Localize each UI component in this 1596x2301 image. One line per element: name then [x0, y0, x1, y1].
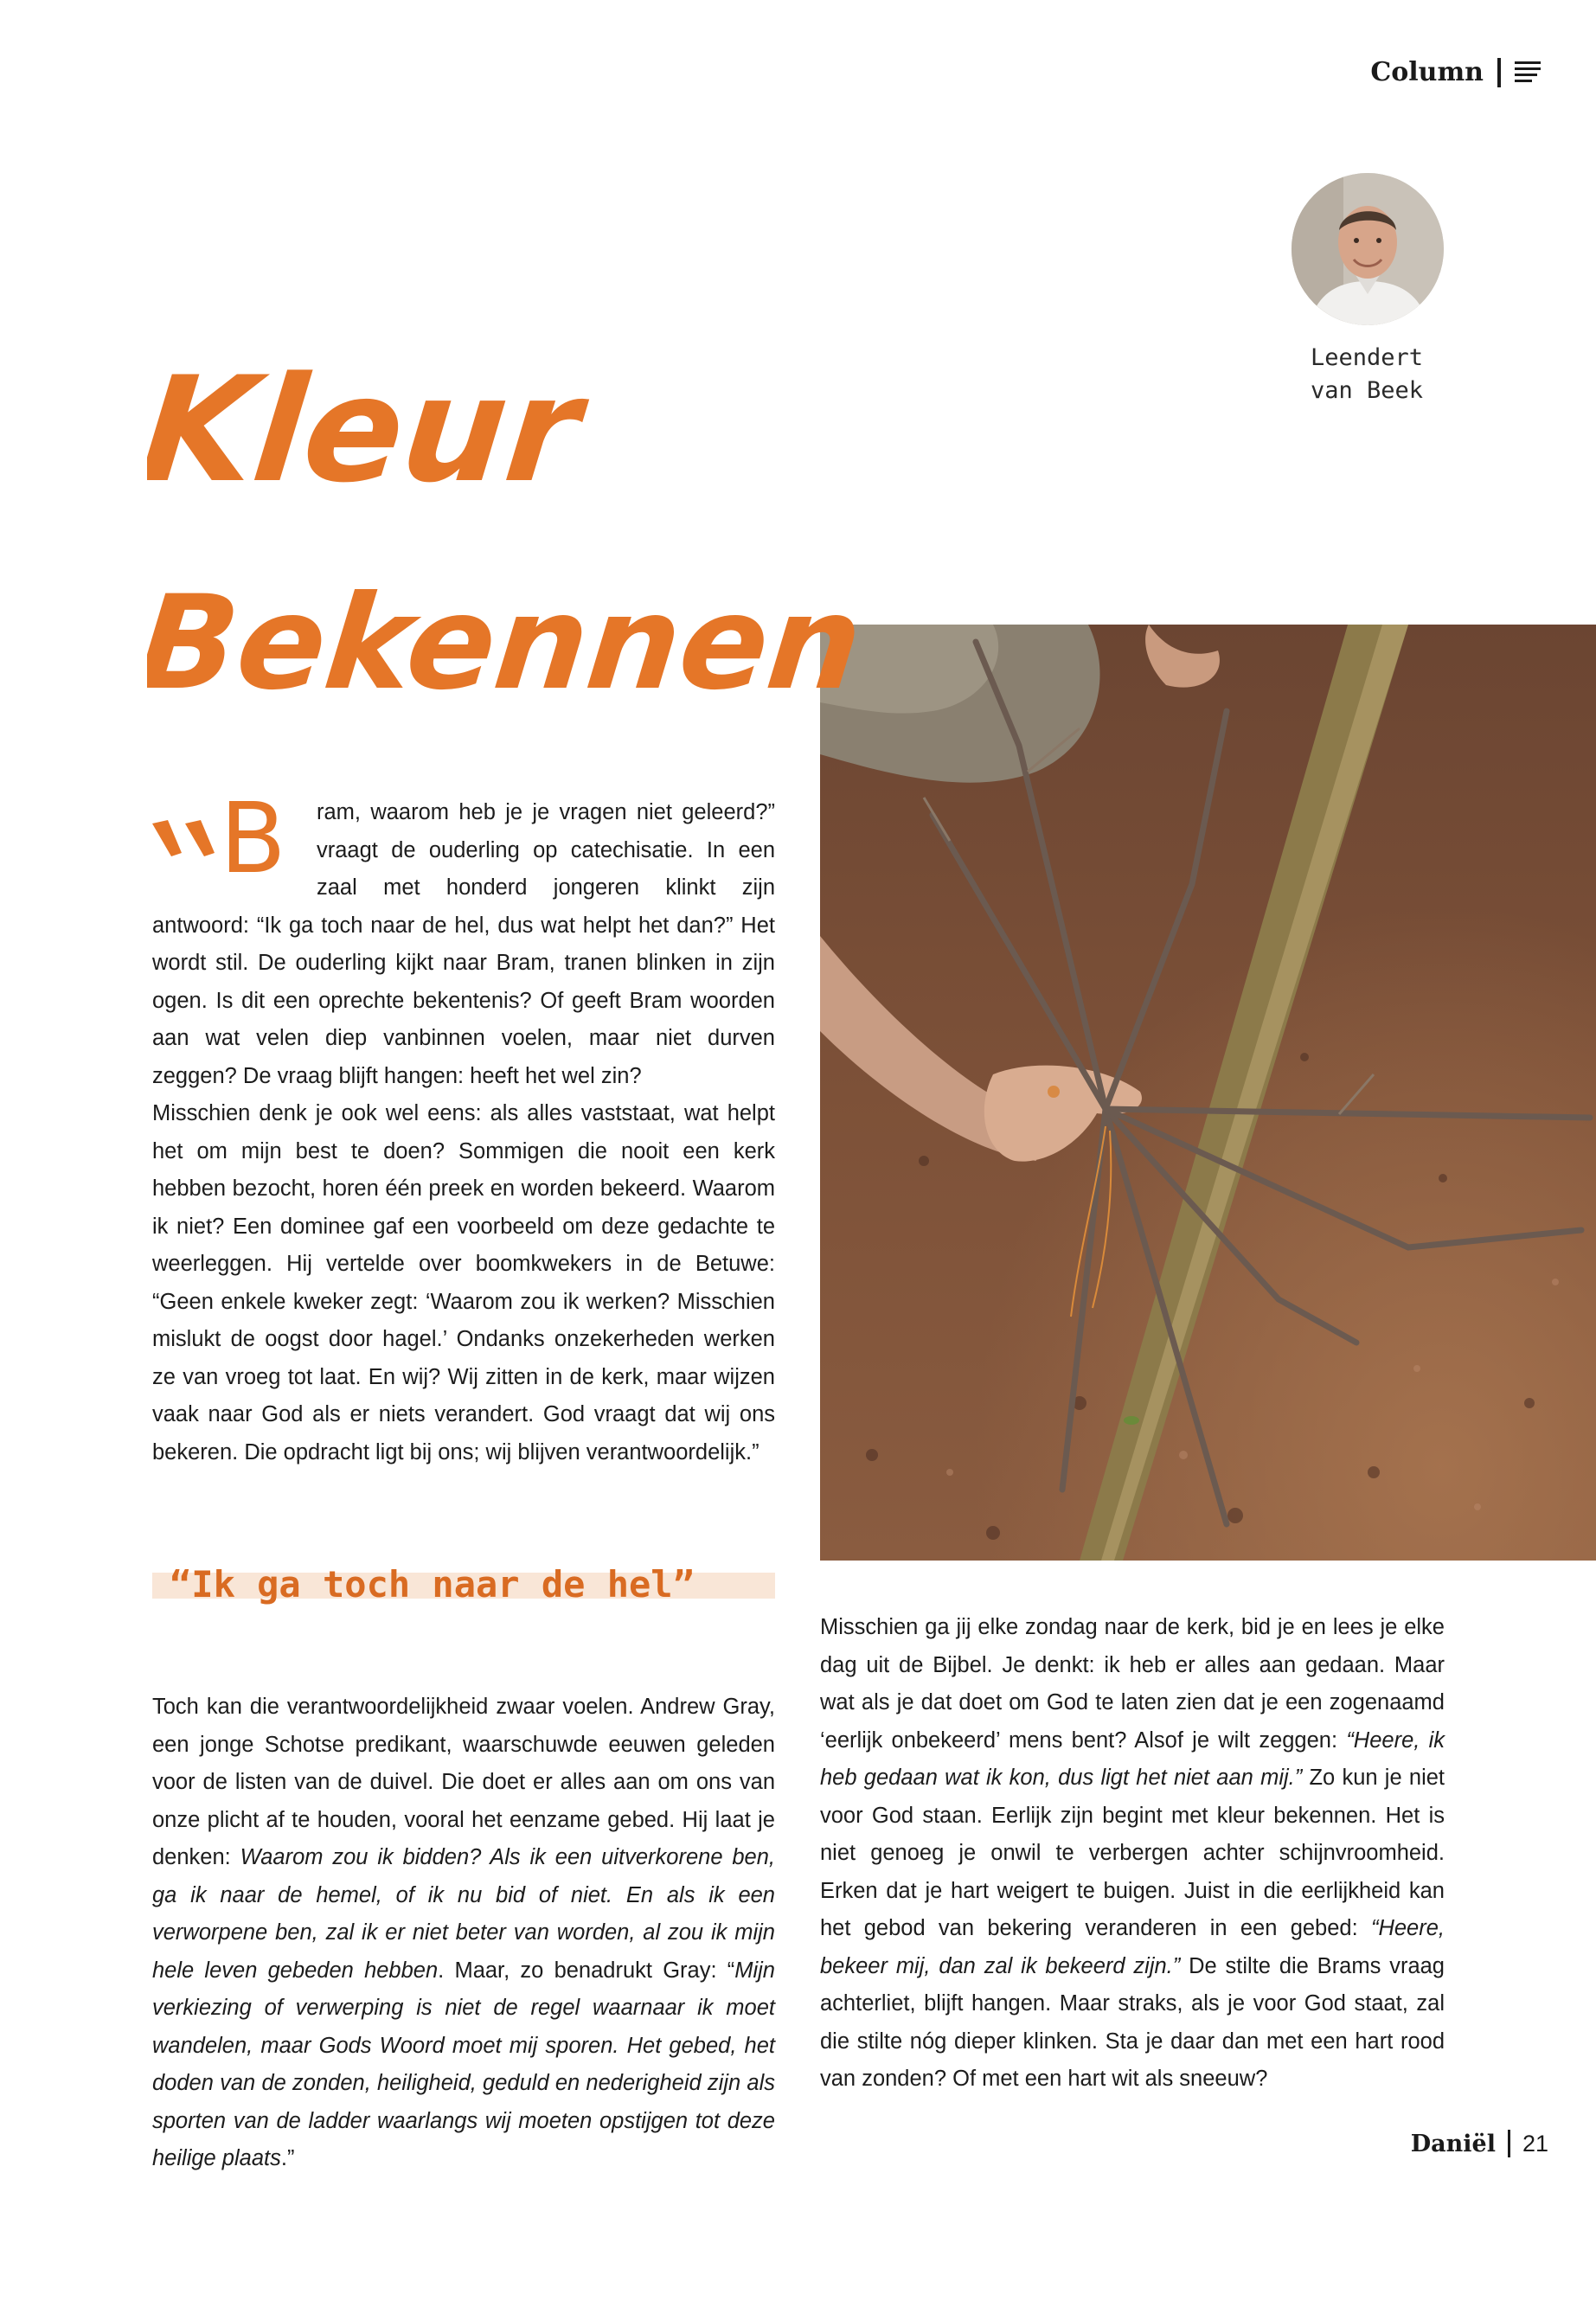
author-first-name: Leendert — [1311, 344, 1424, 371]
author-name — [1311, 342, 1423, 407]
page-number: 21 — [1522, 2130, 1548, 2157]
right-column — [820, 1609, 1445, 2099]
author-avatar — [1292, 173, 1444, 325]
text-lines-icon — [1515, 61, 1541, 84]
quote-mark-icon — [152, 820, 218, 858]
right-text-1: Misschien ga jij elke zondag naar de kerk, bid je en lees je elke dag uit de Bijbel. Je denkt: ik heb er alles aan gedaan. Maar wat als je dat doet om God te laten zien dat je een zogenaamd ‘eerlijk onbekeerd’ mens bent? Alsof je wilt zeggen: — [820, 1615, 1445, 1753]
left-column — [152, 1689, 775, 2178]
left-italic-1: Waarom zou ik bidden? Als ik een uitverkorene ben, ga ik naar de hemel, of ik nu bid of niet. En als ik een verworpene ben, zal ik er niet beter van worden, al zou ik mijn hele leven gebeden hebben — [152, 1845, 775, 1983]
title-line-2: Bekennen — [147, 567, 869, 718]
header-divider — [1497, 58, 1501, 87]
pullquote: “Ik ga toch naar de hel” — [170, 1563, 695, 1606]
right-paragraph — [820, 1609, 1445, 2099]
title-line-1: Kleur — [147, 345, 588, 515]
left-text-3: .” — [280, 2146, 295, 2170]
drop-cap-letter: B — [220, 783, 286, 895]
magazine-name: Daniël — [1410, 2130, 1496, 2157]
planting-photo — [820, 625, 1596, 1561]
intro-paragraph-1: ram, waarom heb je je vragen niet geleerd?” vraagt de ouderling op catechisatie. In een zaal met honderd jongeren klinkt zijn antwoord: “Ik ga toch naar de hel, dus wat helpt het dan?” Het wordt stil. De ouderling kijkt naar Bram, tranen blinken in zijn ogen. Is dit een oprechte bekentenis? Of geeft Bram woorden aan wat velen diep vanbinnen voelen, maar niet durven zeggen? De vraag blijft hangen: heeft het wel zin? — [152, 800, 775, 1088]
footer-divider — [1508, 2130, 1510, 2157]
intro-paragraph-2: Misschien denk je ook wel eens: als alles vaststaat, wat helpt het om mijn best te doen? Sommigen die nooit een kerk hebben bezocht, horen één preek en worden bekeerd. Waarom ik niet? Een dominee gaf een voorbeeld om deze gedachte te weerleggen. Hij vertelde over boomkwekers in de Betuwe: “Geen enkele kweker zegt: ‘Waarom zou ik werken? Misschien mislukt de oogst door hagel.’ Ondanks onzekerheden werken ze van vroeg tot laat. En wij? Wij zitten in de kerk, maar wijzen vaak naar God als er niets verandert. God vraagt dat wij ons bekeren. Die opdracht ligt bij ons; wij blijven verantwoordelijk.” — [152, 1101, 775, 1465]
right-italic-2: “Heere, bekeer mij, dan zal ik bekeerd zijn.” — [820, 1916, 1445, 1978]
right-text-3: De stilte die Brams vraag achterliet, blijft hangen. Maar straks, als je voor God staat, zal die stilte nóg dieper klinken. Sta je daar dan met een hart rood van zonden? Of met een hart wit als sneeuw? — [820, 1953, 1445, 2091]
section-header — [1370, 57, 1541, 87]
author-last-name: van Beek — [1311, 377, 1424, 404]
drop-cap — [152, 783, 311, 907]
right-text-2: Zo kun je niet voor God staan. Eerlijk zijn begint met kleur bekennen. Het is niet genoeg je onwil te verbergen achter schijnvroomheid. Erken dat je hart weigert te buigen. Juist in die eerlijkheid kan het gebod van bekering veranderen in een gebed: — [820, 1766, 1445, 1940]
intro-text — [152, 783, 775, 1471]
right-italic-1: “Heere, ik heb gedaan wat ik kon, dus ligt het niet aan mij.” — [820, 1727, 1445, 1790]
section-label: Column — [1370, 57, 1484, 87]
page-footer — [1411, 2130, 1548, 2157]
left-paragraph — [152, 1689, 775, 2178]
article-title — [147, 320, 1012, 718]
left-text-2: . Maar, zo benadrukt Gray: “ — [438, 1958, 735, 1983]
left-text-1: Toch kan die verantwoordelijkheid zwaar voelen. Andrew Gray, een jonge Schotse predikant, waarschuwde eeuwen geleden voor de listen van de duivel. Die doet er alles aan om ons van onze plicht af te houden, vooral het eenzame gebed. Hij laat je denken: — [152, 1695, 775, 1869]
left-italic-2: Mijn verkiezing of verwerping is niet de regel waarnaar ik moet wandelen, maar Gods Woord moet mij sporen. Het gebed, het doden van de zonden, heiligheid, geduld en nederigheid zijn als sporten van de ladder waarlangs wij moeten opstijgen tot deze heilige plaats — [152, 1958, 775, 2170]
